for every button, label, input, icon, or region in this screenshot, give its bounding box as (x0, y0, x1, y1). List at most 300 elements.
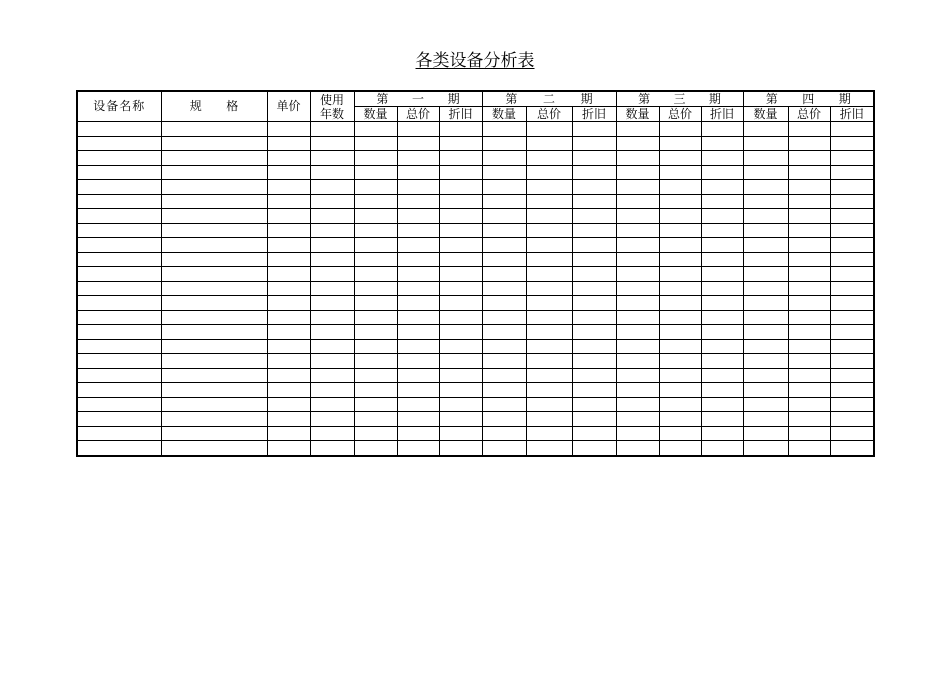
table-cell[interactable] (267, 325, 310, 340)
table-cell[interactable] (788, 122, 830, 137)
table-cell[interactable] (788, 310, 830, 325)
table-cell[interactable] (267, 397, 310, 412)
table-cell[interactable] (830, 122, 874, 137)
table-cell[interactable] (526, 238, 572, 253)
table-cell[interactable] (572, 412, 616, 427)
table-cell[interactable] (743, 383, 788, 398)
table-cell[interactable] (659, 122, 701, 137)
table-cell[interactable] (397, 267, 439, 282)
table-cell[interactable] (482, 412, 526, 427)
table-cell[interactable] (788, 368, 830, 383)
table-cell[interactable] (572, 223, 616, 238)
table-cell[interactable] (743, 180, 788, 195)
table-cell[interactable] (482, 209, 526, 224)
table-cell[interactable] (743, 412, 788, 427)
table-cell[interactable] (482, 136, 526, 151)
table-cell[interactable] (572, 383, 616, 398)
table-cell[interactable] (439, 136, 482, 151)
table-cell[interactable] (659, 209, 701, 224)
table-cell[interactable] (743, 136, 788, 151)
table-cell[interactable] (397, 136, 439, 151)
table-cell[interactable] (77, 310, 161, 325)
table-cell[interactable] (572, 136, 616, 151)
table-cell[interactable] (397, 194, 439, 209)
table-cell[interactable] (161, 122, 267, 137)
table-cell[interactable] (267, 296, 310, 311)
table-cell[interactable] (267, 310, 310, 325)
table-cell[interactable] (267, 354, 310, 369)
table-cell[interactable] (161, 267, 267, 282)
table-cell[interactable] (310, 325, 354, 340)
table-cell[interactable] (659, 223, 701, 238)
table-cell[interactable] (310, 165, 354, 180)
table-cell[interactable] (616, 441, 659, 456)
table-cell[interactable] (77, 223, 161, 238)
table-cell[interactable] (659, 310, 701, 325)
table-cell[interactable] (526, 151, 572, 166)
table-cell[interactable] (788, 412, 830, 427)
table-cell[interactable] (77, 281, 161, 296)
table-cell[interactable] (439, 426, 482, 441)
table-cell[interactable] (572, 151, 616, 166)
table-cell[interactable] (482, 383, 526, 398)
table-cell[interactable] (616, 296, 659, 311)
table-cell[interactable] (482, 281, 526, 296)
table-cell[interactable] (397, 397, 439, 412)
table-cell[interactable] (743, 325, 788, 340)
table-cell[interactable] (572, 339, 616, 354)
table-cell[interactable] (572, 209, 616, 224)
table-cell[interactable] (701, 209, 743, 224)
table-cell[interactable] (830, 180, 874, 195)
table-cell[interactable] (526, 412, 572, 427)
table-cell[interactable] (830, 441, 874, 456)
table-cell[interactable] (659, 281, 701, 296)
table-cell[interactable] (701, 296, 743, 311)
table-cell[interactable] (616, 209, 659, 224)
table-cell[interactable] (830, 267, 874, 282)
table-cell[interactable] (830, 223, 874, 238)
table-cell[interactable] (788, 151, 830, 166)
table-cell[interactable] (659, 397, 701, 412)
table-cell[interactable] (161, 194, 267, 209)
table-cell[interactable] (659, 296, 701, 311)
table-cell[interactable] (267, 339, 310, 354)
table-cell[interactable] (743, 368, 788, 383)
table-cell[interactable] (77, 397, 161, 412)
table-cell[interactable] (267, 194, 310, 209)
table-cell[interactable] (354, 397, 397, 412)
table-cell[interactable] (439, 238, 482, 253)
table-cell[interactable] (572, 122, 616, 137)
table-cell[interactable] (659, 136, 701, 151)
table-cell[interactable] (439, 267, 482, 282)
table-cell[interactable] (267, 267, 310, 282)
table-cell[interactable] (77, 412, 161, 427)
table-cell[interactable] (616, 368, 659, 383)
table-cell[interactable] (161, 238, 267, 253)
table-cell[interactable] (701, 252, 743, 267)
table-cell[interactable] (788, 426, 830, 441)
table-cell[interactable] (572, 310, 616, 325)
table-cell[interactable] (161, 281, 267, 296)
table-cell[interactable] (526, 194, 572, 209)
table-cell[interactable] (572, 354, 616, 369)
table-cell[interactable] (526, 267, 572, 282)
table-cell[interactable] (439, 296, 482, 311)
table-cell[interactable] (439, 354, 482, 369)
table-cell[interactable] (439, 151, 482, 166)
table-cell[interactable] (482, 426, 526, 441)
table-cell[interactable] (616, 383, 659, 398)
table-cell[interactable] (439, 441, 482, 456)
table-cell[interactable] (743, 426, 788, 441)
table-cell[interactable] (354, 209, 397, 224)
table-cell[interactable] (616, 397, 659, 412)
table-cell[interactable] (267, 281, 310, 296)
table-cell[interactable] (659, 339, 701, 354)
table-cell[interactable] (397, 209, 439, 224)
table-cell[interactable] (616, 339, 659, 354)
table-cell[interactable] (616, 223, 659, 238)
table-cell[interactable] (788, 180, 830, 195)
table-cell[interactable] (616, 165, 659, 180)
table-cell[interactable] (77, 339, 161, 354)
table-cell[interactable] (788, 267, 830, 282)
table-cell[interactable] (743, 151, 788, 166)
table-cell[interactable] (354, 136, 397, 151)
table-cell[interactable] (397, 339, 439, 354)
table-cell[interactable] (397, 122, 439, 137)
table-cell[interactable] (77, 325, 161, 340)
table-cell[interactable] (701, 267, 743, 282)
table-cell[interactable] (526, 281, 572, 296)
table-cell[interactable] (659, 252, 701, 267)
table-cell[interactable] (526, 354, 572, 369)
table-cell[interactable] (77, 165, 161, 180)
table-cell[interactable] (830, 151, 874, 166)
table-cell[interactable] (526, 368, 572, 383)
table-cell[interactable] (830, 165, 874, 180)
table-cell[interactable] (354, 122, 397, 137)
table-cell[interactable] (439, 252, 482, 267)
table-cell[interactable] (482, 252, 526, 267)
table-cell[interactable] (526, 180, 572, 195)
table-cell[interactable] (77, 238, 161, 253)
table-cell[interactable] (397, 412, 439, 427)
table-cell[interactable] (161, 151, 267, 166)
table-cell[interactable] (572, 165, 616, 180)
table-cell[interactable] (267, 151, 310, 166)
table-cell[interactable] (659, 354, 701, 369)
table-cell[interactable] (526, 209, 572, 224)
table-cell[interactable] (572, 252, 616, 267)
table-cell[interactable] (788, 441, 830, 456)
table-cell[interactable] (701, 383, 743, 398)
table-cell[interactable] (354, 310, 397, 325)
table-cell[interactable] (439, 325, 482, 340)
table-cell[interactable] (310, 281, 354, 296)
table-cell[interactable] (267, 441, 310, 456)
table-cell[interactable] (161, 412, 267, 427)
table-cell[interactable] (830, 238, 874, 253)
table-cell[interactable] (354, 223, 397, 238)
table-cell[interactable] (439, 180, 482, 195)
table-cell[interactable] (743, 194, 788, 209)
table-cell[interactable] (526, 426, 572, 441)
table-cell[interactable] (354, 354, 397, 369)
table-cell[interactable] (267, 209, 310, 224)
table-cell[interactable] (830, 281, 874, 296)
table-cell[interactable] (616, 122, 659, 137)
table-cell[interactable] (482, 151, 526, 166)
table-cell[interactable] (354, 383, 397, 398)
table-cell[interactable] (354, 412, 397, 427)
table-cell[interactable] (788, 281, 830, 296)
table-cell[interactable] (659, 238, 701, 253)
table-cell[interactable] (397, 310, 439, 325)
table-cell[interactable] (77, 368, 161, 383)
table-cell[interactable] (701, 180, 743, 195)
table-cell[interactable] (572, 426, 616, 441)
table-cell[interactable] (830, 325, 874, 340)
table-cell[interactable] (526, 339, 572, 354)
table-cell[interactable] (77, 209, 161, 224)
table-cell[interactable] (830, 194, 874, 209)
table-cell[interactable] (354, 180, 397, 195)
table-cell[interactable] (482, 165, 526, 180)
table-cell[interactable] (830, 368, 874, 383)
table-cell[interactable] (310, 151, 354, 166)
table-cell[interactable] (161, 383, 267, 398)
table-cell[interactable] (397, 165, 439, 180)
table-cell[interactable] (310, 310, 354, 325)
table-cell[interactable] (310, 383, 354, 398)
table-cell[interactable] (482, 339, 526, 354)
table-cell[interactable] (267, 412, 310, 427)
table-cell[interactable] (397, 238, 439, 253)
table-cell[interactable] (788, 325, 830, 340)
table-cell[interactable] (161, 223, 267, 238)
table-cell[interactable] (701, 412, 743, 427)
table-cell[interactable] (616, 136, 659, 151)
table-cell[interactable] (830, 310, 874, 325)
table-cell[interactable] (830, 296, 874, 311)
table-cell[interactable] (616, 151, 659, 166)
table-cell[interactable] (439, 122, 482, 137)
table-cell[interactable] (659, 325, 701, 340)
table-cell[interactable] (310, 209, 354, 224)
table-cell[interactable] (310, 339, 354, 354)
table-cell[interactable] (788, 296, 830, 311)
table-cell[interactable] (161, 426, 267, 441)
table-cell[interactable] (267, 368, 310, 383)
table-cell[interactable] (354, 194, 397, 209)
table-cell[interactable] (701, 325, 743, 340)
table-cell[interactable] (788, 238, 830, 253)
table-cell[interactable] (830, 383, 874, 398)
table-cell[interactable] (526, 165, 572, 180)
table-cell[interactable] (482, 296, 526, 311)
table-cell[interactable] (267, 383, 310, 398)
table-cell[interactable] (161, 136, 267, 151)
table-cell[interactable] (310, 180, 354, 195)
table-cell[interactable] (659, 412, 701, 427)
table-cell[interactable] (616, 426, 659, 441)
table-cell[interactable] (354, 296, 397, 311)
table-cell[interactable] (701, 426, 743, 441)
table-cell[interactable] (354, 165, 397, 180)
table-cell[interactable] (701, 354, 743, 369)
table-cell[interactable] (701, 122, 743, 137)
table-cell[interactable] (701, 339, 743, 354)
table-cell[interactable] (161, 296, 267, 311)
table-cell[interactable] (526, 122, 572, 137)
table-cell[interactable] (743, 354, 788, 369)
table-cell[interactable] (397, 151, 439, 166)
table-cell[interactable] (482, 325, 526, 340)
table-cell[interactable] (701, 397, 743, 412)
table-cell[interactable] (161, 441, 267, 456)
table-cell[interactable] (439, 339, 482, 354)
table-cell[interactable] (830, 252, 874, 267)
table-cell[interactable] (616, 267, 659, 282)
table-cell[interactable] (659, 441, 701, 456)
table-cell[interactable] (439, 209, 482, 224)
table-cell[interactable] (526, 136, 572, 151)
table-cell[interactable] (310, 136, 354, 151)
table-cell[interactable] (161, 339, 267, 354)
table-cell[interactable] (526, 441, 572, 456)
table-cell[interactable] (743, 252, 788, 267)
table-cell[interactable] (267, 136, 310, 151)
table-cell[interactable] (77, 267, 161, 282)
table-cell[interactable] (616, 252, 659, 267)
table-cell[interactable] (788, 354, 830, 369)
table-cell[interactable] (572, 441, 616, 456)
table-cell[interactable] (354, 238, 397, 253)
table-cell[interactable] (788, 194, 830, 209)
table-cell[interactable] (77, 180, 161, 195)
table-cell[interactable] (439, 412, 482, 427)
table-cell[interactable] (743, 238, 788, 253)
table-cell[interactable] (659, 267, 701, 282)
table-cell[interactable] (743, 310, 788, 325)
table-cell[interactable] (310, 238, 354, 253)
table-cell[interactable] (77, 383, 161, 398)
table-cell[interactable] (830, 426, 874, 441)
table-cell[interactable] (310, 296, 354, 311)
table-cell[interactable] (701, 310, 743, 325)
table-cell[interactable] (616, 310, 659, 325)
table-cell[interactable] (77, 122, 161, 137)
table-cell[interactable] (161, 354, 267, 369)
table-cell[interactable] (830, 354, 874, 369)
table-cell[interactable] (482, 310, 526, 325)
table-cell[interactable] (354, 426, 397, 441)
table-cell[interactable] (354, 368, 397, 383)
table-cell[interactable] (788, 209, 830, 224)
table-cell[interactable] (267, 165, 310, 180)
table-cell[interactable] (77, 354, 161, 369)
table-cell[interactable] (701, 368, 743, 383)
table-cell[interactable] (616, 412, 659, 427)
table-cell[interactable] (616, 354, 659, 369)
table-cell[interactable] (616, 180, 659, 195)
table-cell[interactable] (354, 267, 397, 282)
table-cell[interactable] (310, 122, 354, 137)
table-cell[interactable] (161, 252, 267, 267)
table-cell[interactable] (572, 325, 616, 340)
table-cell[interactable] (743, 122, 788, 137)
table-cell[interactable] (354, 441, 397, 456)
table-cell[interactable] (161, 165, 267, 180)
table-cell[interactable] (572, 281, 616, 296)
table-cell[interactable] (439, 165, 482, 180)
table-cell[interactable] (830, 339, 874, 354)
table-cell[interactable] (310, 267, 354, 282)
table-cell[interactable] (616, 325, 659, 340)
table-cell[interactable] (788, 136, 830, 151)
table-cell[interactable] (310, 426, 354, 441)
table-cell[interactable] (526, 223, 572, 238)
table-cell[interactable] (439, 310, 482, 325)
table-cell[interactable] (77, 296, 161, 311)
table-cell[interactable] (616, 194, 659, 209)
table-cell[interactable] (310, 252, 354, 267)
table-cell[interactable] (743, 267, 788, 282)
table-cell[interactable] (161, 397, 267, 412)
table-cell[interactable] (310, 368, 354, 383)
table-cell[interactable] (439, 281, 482, 296)
table-cell[interactable] (354, 252, 397, 267)
table-cell[interactable] (397, 441, 439, 456)
table-cell[interactable] (354, 325, 397, 340)
table-cell[interactable] (788, 383, 830, 398)
table-cell[interactable] (161, 209, 267, 224)
table-cell[interactable] (310, 223, 354, 238)
table-cell[interactable] (701, 151, 743, 166)
table-cell[interactable] (439, 368, 482, 383)
table-cell[interactable] (310, 354, 354, 369)
table-cell[interactable] (439, 223, 482, 238)
table-cell[interactable] (397, 426, 439, 441)
table-cell[interactable] (572, 368, 616, 383)
table-cell[interactable] (788, 397, 830, 412)
table-cell[interactable] (482, 180, 526, 195)
table-cell[interactable] (743, 281, 788, 296)
table-cell[interactable] (397, 354, 439, 369)
table-cell[interactable] (482, 397, 526, 412)
table-cell[interactable] (310, 194, 354, 209)
table-cell[interactable] (161, 368, 267, 383)
table-cell[interactable] (701, 136, 743, 151)
table-cell[interactable] (267, 252, 310, 267)
table-cell[interactable] (572, 194, 616, 209)
table-cell[interactable] (743, 441, 788, 456)
table-cell[interactable] (397, 368, 439, 383)
table-cell[interactable] (701, 281, 743, 296)
table-cell[interactable] (161, 180, 267, 195)
table-cell[interactable] (526, 310, 572, 325)
table-cell[interactable] (701, 165, 743, 180)
table-cell[interactable] (397, 281, 439, 296)
table-cell[interactable] (659, 194, 701, 209)
table-cell[interactable] (439, 397, 482, 412)
table-cell[interactable] (743, 209, 788, 224)
table-cell[interactable] (354, 151, 397, 166)
table-cell[interactable] (743, 397, 788, 412)
